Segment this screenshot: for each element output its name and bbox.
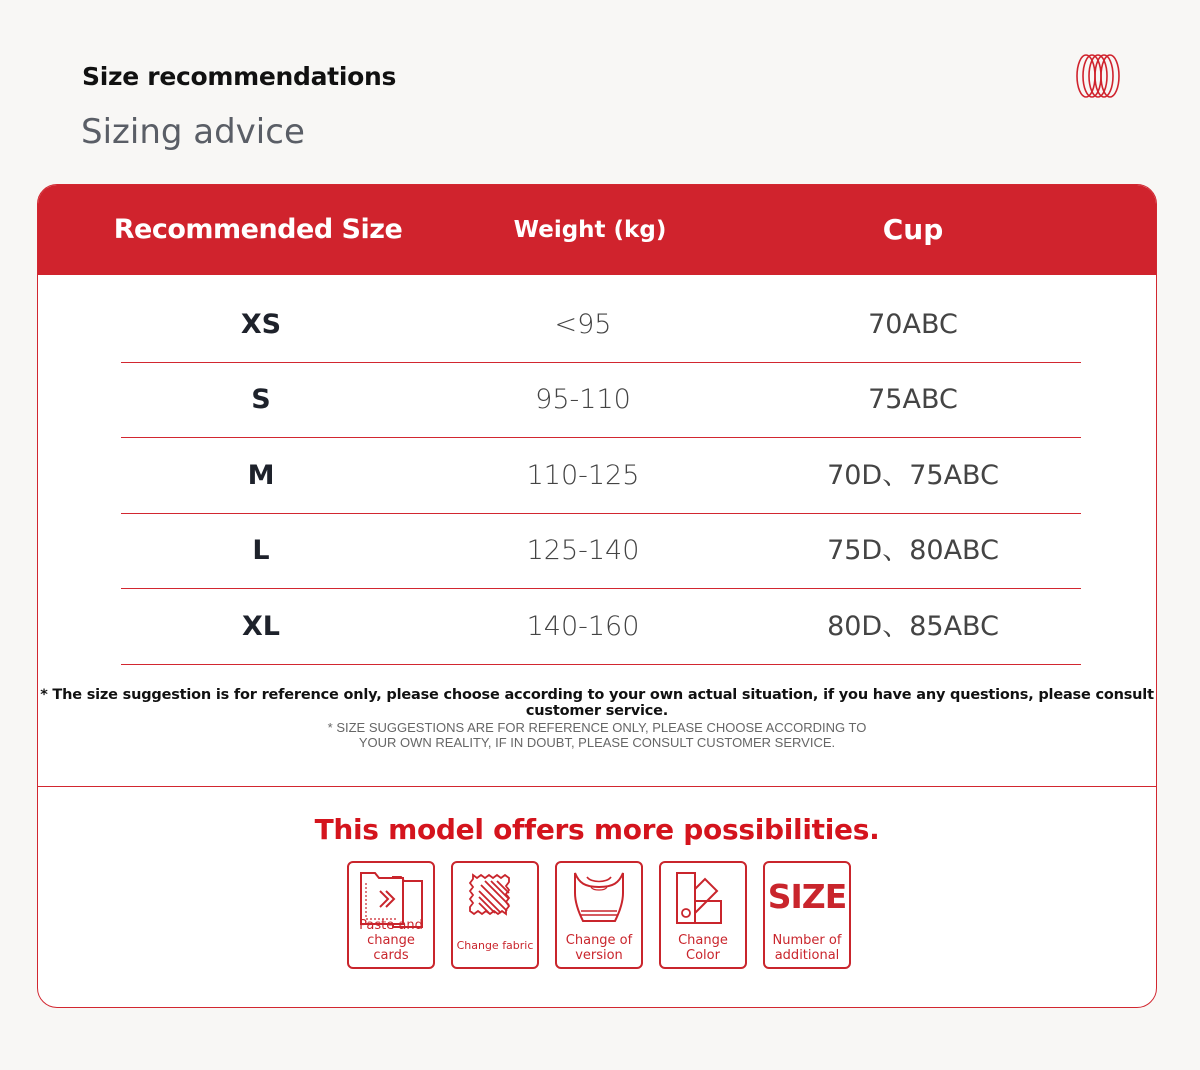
table-row	[121, 438, 1081, 514]
option-label-line: Change of	[565, 933, 633, 948]
size-chart-card	[37, 184, 1157, 1008]
page-title: Size recommendations	[82, 62, 397, 91]
size-disclaimer-caps	[38, 720, 1156, 750]
cup-cell: 70D、75ABC	[827, 460, 999, 491]
weight-cell: 95-110	[535, 384, 631, 415]
option-label-line: change cards	[367, 933, 415, 963]
option-change-color	[659, 861, 747, 969]
option-label	[453, 938, 537, 953]
size-cell: XS	[240, 309, 282, 340]
option-label	[349, 918, 433, 963]
rings-icon	[1074, 52, 1122, 100]
size-cell: L	[252, 535, 270, 566]
cup-cell: 70ABC	[868, 309, 958, 340]
option-label	[765, 933, 849, 963]
weight-cell: 140-160	[526, 611, 640, 642]
disclaimer-caps-line: YOUR OWN REALITY, IF IN DOUBT, PLEASE CONSULT CUSTOMER SERVICE.	[358, 735, 836, 750]
column-header-cup: Cup	[882, 213, 944, 246]
promo-title: This model offers more possibilities.	[314, 813, 880, 846]
size-icon: SIZE	[767, 877, 847, 916]
color-swatch-icon	[661, 867, 745, 931]
cup-cell: 75D、80ABC	[827, 535, 999, 566]
page-subtitle: Sizing advice	[81, 112, 305, 152]
weight-cell: 125-140	[526, 535, 640, 566]
option-label-line: Number of	[772, 933, 842, 948]
table-row	[121, 362, 1081, 438]
option-label-line: Change fabric	[456, 939, 534, 952]
cup-cell: 75ABC	[868, 384, 958, 415]
option-label-line: additional	[774, 948, 840, 963]
size-cell: S	[251, 384, 271, 415]
option-additional-sizes	[763, 861, 851, 969]
option-label-line: Paste and	[359, 918, 423, 933]
column-header-weight: Weight (kg)	[513, 217, 667, 243]
weight-cell: 110-125	[526, 460, 640, 491]
options-row	[347, 861, 857, 971]
column-header-size: Recommended Size	[113, 214, 403, 245]
size-cell: XL	[241, 611, 281, 642]
section-divider	[38, 786, 1156, 787]
bra-icon	[557, 867, 641, 931]
option-change-version	[555, 861, 643, 969]
option-paste-change-cards	[347, 861, 435, 969]
table-row	[121, 287, 1081, 363]
disclaimer-caps-line: * SIZE SUGGESTIONS ARE FOR REFERENCE ONLY, PLEASE CHOOSE ACCORDING TO	[327, 720, 867, 735]
size-disclaimer: * The size suggestion is for reference only, please choose according to your own actual situation, if you have any questions, please consult customer service.	[40, 687, 1154, 719]
option-label	[661, 933, 745, 963]
table-row	[121, 589, 1081, 665]
option-change-fabric	[451, 861, 539, 969]
option-label-line: Change	[678, 933, 728, 948]
table-row	[121, 513, 1081, 589]
fabric-icon	[453, 867, 537, 931]
cup-cell: 80D、85ABC	[827, 611, 999, 642]
option-label-line: version	[575, 948, 623, 963]
size-cell: M	[247, 460, 275, 491]
weight-cell: <95	[554, 309, 612, 340]
option-label	[557, 933, 641, 963]
option-label-line: Color	[686, 948, 720, 963]
table-header	[38, 185, 1156, 275]
